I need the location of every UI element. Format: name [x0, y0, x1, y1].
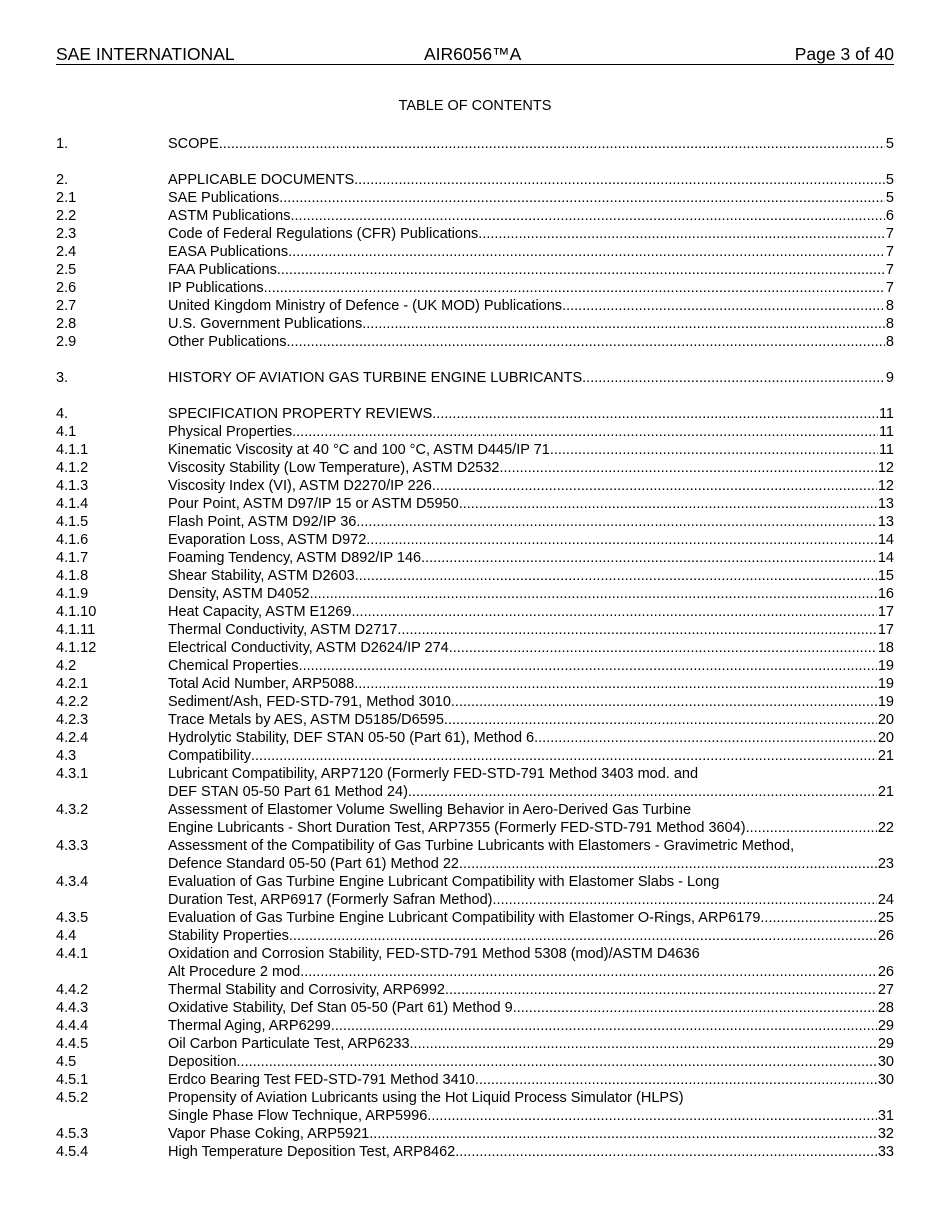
- toc-entry-page: 11: [878, 442, 894, 458]
- toc-entry-page: 7: [885, 244, 894, 260]
- toc-entry-number: 2.5: [56, 262, 77, 278]
- dot-leader: [366, 531, 877, 549]
- dot-leader: [264, 279, 885, 297]
- dot-leader: [362, 315, 885, 333]
- toc-entry-page: 9: [885, 370, 894, 386]
- toc-entry-title: Shear Stability, ASTM D2603: [168, 568, 355, 584]
- toc-entry[interactable]: [56, 1053, 894, 1071]
- toc-entry-number: 2.7: [56, 298, 77, 314]
- toc-entry-number: 4.5.3: [56, 1126, 89, 1142]
- toc-entry-number: 4.2.2: [56, 694, 89, 710]
- toc-entry-page: 23: [877, 856, 894, 872]
- toc-entry-page: 7: [885, 262, 894, 278]
- toc-entry-title: Viscosity Stability (Low Temperature), ASTM D2532: [168, 460, 500, 476]
- toc-entry-page: 17: [877, 604, 894, 620]
- toc-entry-page: 20: [877, 712, 894, 728]
- toc-entry-number: 4.1.12: [56, 640, 97, 656]
- dot-leader: [352, 603, 877, 621]
- toc-entry-number: 4.4: [56, 928, 77, 944]
- toc-entry-page: 8: [885, 316, 894, 332]
- toc-entry-number: 4.1.8: [56, 568, 89, 584]
- toc-entry-number: 4.1.5: [56, 514, 89, 530]
- toc-entry[interactable]: [56, 513, 894, 531]
- toc-entry-number: 4.2.4: [56, 730, 89, 746]
- toc-entry-title: Engine Lubricants - Short Duration Test, ARP7355 (Formerly FED-STD-791 Method 3604): [168, 820, 746, 836]
- toc-entry-number: 4.1.7: [56, 550, 89, 566]
- toc-entry-title: Hydrolytic Stability, DEF STAN 05-50 (Part 61), Method 6: [168, 730, 535, 746]
- toc-entry-number: 2.3: [56, 226, 77, 242]
- toc-entry-number: 1.: [56, 136, 69, 152]
- toc-entry-page: 19: [877, 658, 894, 674]
- toc-entry-title: Physical Properties: [168, 424, 293, 440]
- dot-leader: [356, 513, 877, 531]
- toc-entry[interactable]: [56, 585, 894, 603]
- dot-leader: [562, 297, 885, 315]
- dot-leader: [288, 243, 885, 261]
- toc-entry-title: Erdco Bearing Test FED-STD-791 Method 3410: [168, 1072, 475, 1088]
- header-org: SAE INTERNATIONAL: [56, 44, 235, 64]
- toc-entry-number: 4.1.9: [56, 586, 89, 602]
- dot-leader: [289, 927, 877, 945]
- toc-entry[interactable]: [56, 1125, 894, 1143]
- toc-entry-number: 4.1.1: [56, 442, 89, 458]
- toc-entry-number: 4.5.4: [56, 1144, 89, 1160]
- toc-entry-page: 26: [877, 964, 894, 980]
- toc-entry-title: Chemical Properties: [168, 658, 299, 674]
- toc-entry[interactable]: [56, 495, 894, 513]
- toc-entry-page: 8: [885, 334, 894, 350]
- toc-entry-page: 30: [877, 1054, 894, 1070]
- dot-leader: [432, 405, 878, 423]
- toc-entry-number: 4.4.3: [56, 1000, 89, 1016]
- dot-leader: [397, 621, 876, 639]
- dot-leader: [331, 1017, 877, 1035]
- dot-leader: [432, 477, 877, 495]
- toc-entry-title: Sediment/Ash, FED-STD-791, Method 3010: [168, 694, 451, 710]
- toc-entry[interactable]: [56, 729, 894, 747]
- toc-entry-number: 4.4.1: [56, 946, 89, 962]
- toc-entry[interactable]: [56, 279, 894, 297]
- toc-entry-title: United Kingdom Ministry of Defence - (UK MOD) Publications: [168, 298, 563, 314]
- toc-entry[interactable]: [56, 243, 894, 261]
- toc-entry-title: Assessment of the Compatibility of Gas Turbine Lubricants with Elastomers - Gravimetric Method,: [168, 838, 795, 854]
- dot-leader: [459, 855, 877, 873]
- toc-entry[interactable]: [56, 765, 894, 801]
- dot-leader: [408, 783, 877, 801]
- toc-entry-number: 4.2.3: [56, 712, 89, 728]
- toc-entry-title: Alt Procedure 2 mod: [168, 964, 301, 980]
- dot-leader: [299, 657, 877, 675]
- toc-entry-page: 33: [877, 1144, 894, 1160]
- toc-entry[interactable]: [56, 1017, 894, 1035]
- toc-entry-title: Density, ASTM D4052: [168, 586, 310, 602]
- toc-entry[interactable]: [56, 621, 894, 639]
- dot-leader: [445, 981, 877, 999]
- toc-entry-title: Thermal Stability and Corrosivity, ARP6992: [168, 982, 445, 998]
- toc-entry-page: 15: [877, 568, 894, 584]
- toc-entry-page: 14: [877, 532, 894, 548]
- toc-entry[interactable]: [56, 837, 894, 873]
- toc-entry-number: 2.9: [56, 334, 77, 350]
- toc-entry-title: Single Phase Flow Technique, ARP5996: [168, 1108, 428, 1124]
- toc-entry-page: 14: [877, 550, 894, 566]
- toc-entry-page: 28: [877, 1000, 894, 1016]
- toc-entry-number: 3.: [56, 370, 69, 386]
- toc-entry-title: Assessment of Elastomer Volume Swelling Behavior in Aero-Derived Gas Turbine: [168, 802, 692, 818]
- toc-entry[interactable]: [56, 693, 894, 711]
- dot-leader: [219, 135, 885, 153]
- toc-entry[interactable]: [56, 567, 894, 585]
- toc-entry-page: 6: [885, 208, 894, 224]
- toc-entry-title: Heat Capacity, ASTM E1269: [168, 604, 352, 620]
- toc-entry-title: APPLICABLE DOCUMENTS: [168, 172, 355, 188]
- dot-leader: [449, 639, 877, 657]
- toc-entry[interactable]: [56, 135, 894, 153]
- table-of-contents: [56, 135, 894, 1161]
- dot-leader: [410, 1035, 877, 1053]
- toc-entry-number: 4.3.2: [56, 802, 89, 818]
- dot-leader: [478, 225, 885, 243]
- toc-entry-title: FAA Publications: [168, 262, 277, 278]
- toc-entry-title: HISTORY OF AVIATION GAS TURBINE ENGINE LUBRICANTS: [168, 370, 583, 386]
- toc-entry-number: 2.4: [56, 244, 77, 260]
- dot-leader: [279, 189, 885, 207]
- toc-entry-number: 4.1.10: [56, 604, 97, 620]
- toc-entry-page: 22: [877, 820, 894, 836]
- dot-leader: [500, 459, 877, 477]
- dot-leader: [300, 963, 877, 981]
- toc-entry-page: 26: [877, 928, 894, 944]
- toc-entry-page: 7: [885, 226, 894, 242]
- toc-entry-number: 4.5.2: [56, 1090, 89, 1106]
- toc-entry-title: U.S. Government Publications: [168, 316, 363, 332]
- toc-entry-title: IP Publications: [168, 280, 264, 296]
- dot-leader: [451, 693, 877, 711]
- toc-entry[interactable]: [56, 369, 894, 387]
- toc-entry-title: Other Publications: [168, 334, 287, 350]
- toc-entry[interactable]: [56, 171, 894, 189]
- dot-leader: [513, 999, 877, 1017]
- toc-entry-title: Kinematic Viscosity at 40 °C and 100 °C, ASTM D445/IP 71: [168, 442, 550, 458]
- toc-entry-page: 29: [877, 1036, 894, 1052]
- toc-entry-page: 31: [877, 1108, 894, 1124]
- toc-entry-page: 18: [877, 640, 894, 656]
- toc-entry-page: 32: [877, 1126, 894, 1142]
- toc-entry-page: 27: [877, 982, 894, 998]
- toc-entry-page: 21: [877, 784, 894, 800]
- toc-entry[interactable]: [56, 531, 894, 549]
- toc-entry-page: 5: [885, 190, 894, 206]
- toc-entry-number: 4.5: [56, 1054, 77, 1070]
- toc-entry-number: 4.1.11: [56, 622, 96, 638]
- toc-entry-title: Electrical Conductivity, ASTM D2624/IP 274: [168, 640, 449, 656]
- toc-entry-page: 21: [877, 748, 894, 764]
- dot-leader: [310, 585, 877, 603]
- toc-entry[interactable]: [56, 207, 894, 225]
- toc-entry-title: Flash Point, ASTM D92/IP 36: [168, 514, 357, 530]
- toc-entry-title: Foaming Tendency, ASTM D892/IP 146: [168, 550, 422, 566]
- dot-leader: [354, 675, 877, 693]
- toc-entry-number: 4.5.1: [56, 1072, 89, 1088]
- toc-entry-number: 4.3.1: [56, 766, 89, 782]
- toc-entry-number: 4.2.1: [56, 676, 89, 692]
- toc-entry-title: Oxidative Stability, Def Stan 05-50 (Part 61) Method 9: [168, 1000, 513, 1016]
- toc-entry-title: Evaluation of Gas Turbine Engine Lubricant Compatibility with Elastomer O-Rings, ARP6179: [168, 910, 761, 926]
- toc-entry-title: Defence Standard 05-50 (Part 61) Method 22: [168, 856, 459, 872]
- dot-leader: [459, 495, 877, 513]
- toc-entry[interactable]: [56, 297, 894, 315]
- toc-entry[interactable]: [56, 477, 894, 495]
- toc-entry[interactable]: [56, 1143, 894, 1161]
- toc-entry[interactable]: [56, 549, 894, 567]
- toc-entry-number: 4.4.4: [56, 1018, 89, 1034]
- toc-entry-title: SPECIFICATION PROPERTY REVIEWS: [168, 406, 433, 422]
- toc-entry[interactable]: [56, 747, 894, 765]
- dot-leader: [534, 729, 877, 747]
- toc-entry-title: Thermal Conductivity, ASTM D2717: [168, 622, 398, 638]
- toc-entry-page: 13: [877, 496, 894, 512]
- toc-entry[interactable]: [56, 333, 894, 351]
- dot-leader: [369, 1125, 877, 1143]
- toc-entry-page: 11: [878, 424, 894, 440]
- toc-entry-number: 4.1.6: [56, 532, 89, 548]
- dot-leader: [550, 441, 878, 459]
- dot-leader: [421, 549, 877, 567]
- toc-title: TABLE OF CONTENTS: [398, 98, 552, 114]
- dot-leader: [493, 891, 877, 909]
- toc-entry-number: 4.: [56, 406, 69, 422]
- toc-entry-title: Oxidation and Corrosion Stability, FED-STD-791 Method 5308 (mod)/ASTM D4636: [168, 946, 700, 962]
- toc-entry-number: 4.3.5: [56, 910, 89, 926]
- toc-entry[interactable]: [56, 1035, 894, 1053]
- toc-entry-title: Lubricant Compatibility, ARP7120 (Formerly FED-STD-791 Method 3403 mod. and: [168, 766, 699, 782]
- toc-entry[interactable]: [56, 711, 894, 729]
- toc-entry-page: 5: [885, 172, 894, 188]
- toc-entry-title: DEF STAN 05-50 Part 61 Method 24): [168, 784, 408, 800]
- toc-entry-page: 29: [877, 1018, 894, 1034]
- toc-entry-title: Oil Carbon Particulate Test, ARP6233: [168, 1036, 410, 1052]
- toc-entry-page: 19: [877, 694, 894, 710]
- toc-entry-number: 2.6: [56, 280, 77, 296]
- toc-entry-title: EASA Publications: [168, 244, 289, 260]
- dot-leader: [251, 747, 877, 765]
- toc-entry-title: Evaporation Loss, ASTM D972: [168, 532, 367, 548]
- toc-entry-number: 4.1.2: [56, 460, 89, 476]
- toc-entry[interactable]: [56, 225, 894, 243]
- dot-leader: [277, 261, 885, 279]
- toc-entry[interactable]: [56, 1089, 894, 1125]
- toc-entry-title: SAE Publications: [168, 190, 280, 206]
- toc-entry-page: 11: [878, 406, 894, 422]
- toc-entry-page: 8: [885, 298, 894, 314]
- toc-entry[interactable]: [56, 459, 894, 477]
- dot-leader: [286, 333, 884, 351]
- toc-entry-number: 4.4.2: [56, 982, 89, 998]
- toc-entry-page: 12: [877, 478, 894, 494]
- toc-entry[interactable]: [56, 441, 894, 459]
- toc-entry-page: 7: [885, 280, 894, 296]
- toc-entry-title: Deposition: [168, 1054, 237, 1070]
- toc-entry[interactable]: [56, 1071, 894, 1089]
- toc-entry-number: 2.2: [56, 208, 77, 224]
- toc-entry[interactable]: [56, 981, 894, 999]
- toc-entry-title: Vapor Phase Coking, ARP5921: [168, 1126, 370, 1142]
- toc-entry[interactable]: [56, 873, 894, 909]
- toc-entry[interactable]: [56, 405, 894, 423]
- toc-entry-title: Thermal Aging, ARP6299: [168, 1018, 331, 1034]
- dot-leader: [354, 171, 885, 189]
- toc-entry[interactable]: [56, 603, 894, 621]
- toc-entry[interactable]: [56, 801, 894, 837]
- toc-entry-title: Total Acid Number, ARP5088: [168, 676, 355, 692]
- header-doc-number: AIR6056™A: [424, 44, 522, 64]
- toc-entry-page: 16: [877, 586, 894, 602]
- toc-entry-title: Code of Federal Regulations (CFR) Publications: [168, 226, 479, 242]
- toc-entry-title: Compatibility: [168, 748, 251, 764]
- toc-entry[interactable]: [56, 675, 894, 693]
- page-header: [56, 44, 894, 65]
- toc-entry-number: 4.1.4: [56, 496, 89, 512]
- dot-leader: [455, 1143, 877, 1161]
- toc-entry-number: 2.1: [56, 190, 77, 206]
- toc-entry-number: 4.4.5: [56, 1036, 89, 1052]
- toc-entry[interactable]: [56, 423, 894, 441]
- toc-entry-title: Evaluation of Gas Turbine Engine Lubricant Compatibility with Elastomer Slabs - Long: [168, 874, 720, 890]
- dot-leader: [291, 207, 885, 225]
- toc-entry-title: SCOPE: [168, 136, 219, 152]
- toc-entry-title: High Temperature Deposition Test, ARP8462: [168, 1144, 456, 1160]
- toc-entry-title: Stability Properties: [168, 928, 289, 944]
- toc-entry-title: Propensity of Aviation Lubricants using the Hot Liquid Process Simulator (HLPS): [168, 1090, 684, 1106]
- toc-entry-page: 17: [877, 622, 894, 638]
- dot-leader: [582, 369, 885, 387]
- toc-entry-page: 13: [877, 514, 894, 530]
- toc-entry-title: ASTM Publications: [168, 208, 291, 224]
- toc-entry-page: 20: [877, 730, 894, 746]
- toc-entry-number: 2.: [56, 172, 69, 188]
- toc-entry[interactable]: [56, 657, 894, 675]
- toc-entry-number: 4.3: [56, 748, 77, 764]
- toc-entry-number: 4.1.3: [56, 478, 89, 494]
- toc-entry-page: 25: [877, 910, 894, 926]
- dot-leader: [427, 1107, 877, 1125]
- dot-leader: [237, 1053, 877, 1071]
- toc-entry[interactable]: [56, 945, 894, 981]
- toc-entry-page: 24: [877, 892, 894, 908]
- toc-entry[interactable]: [56, 909, 894, 927]
- toc-entry[interactable]: [56, 927, 894, 945]
- dot-leader: [292, 423, 878, 441]
- toc-entry[interactable]: [56, 639, 894, 657]
- dot-leader: [475, 1071, 877, 1089]
- toc-entry-page: 30: [877, 1072, 894, 1088]
- toc-entry-page: 19: [877, 676, 894, 692]
- toc-entry-number: 2.8: [56, 316, 77, 332]
- header-page-number: Page 3 of 40: [794, 44, 894, 64]
- toc-entry-title: Duration Test, ARP6917 (Formerly Safran Method): [168, 892, 493, 908]
- toc-entry-title: Pour Point, ASTM D97/IP 15 or ASTM D5950: [168, 496, 459, 512]
- dot-leader: [746, 819, 877, 837]
- toc-entry-number: 4.3.4: [56, 874, 89, 890]
- dot-leader: [760, 909, 876, 927]
- toc-entry-page: 12: [877, 460, 894, 476]
- dot-leader: [355, 567, 877, 585]
- toc-entry-title: Viscosity Index (VI), ASTM D2270/IP 226: [168, 478, 432, 494]
- toc-entry[interactable]: [56, 261, 894, 279]
- toc-entry-number: 4.2: [56, 658, 77, 674]
- dot-leader: [444, 711, 877, 729]
- toc-entry[interactable]: [56, 315, 894, 333]
- toc-entry[interactable]: [56, 189, 894, 207]
- toc-entry[interactable]: [56, 999, 894, 1017]
- toc-entry-page: 5: [885, 136, 894, 152]
- toc-entry-number: 4.3.3: [56, 838, 89, 854]
- toc-entry-number: 4.1: [56, 424, 77, 440]
- toc-entry-title: Trace Metals by AES, ASTM D5185/D6595: [168, 712, 444, 728]
